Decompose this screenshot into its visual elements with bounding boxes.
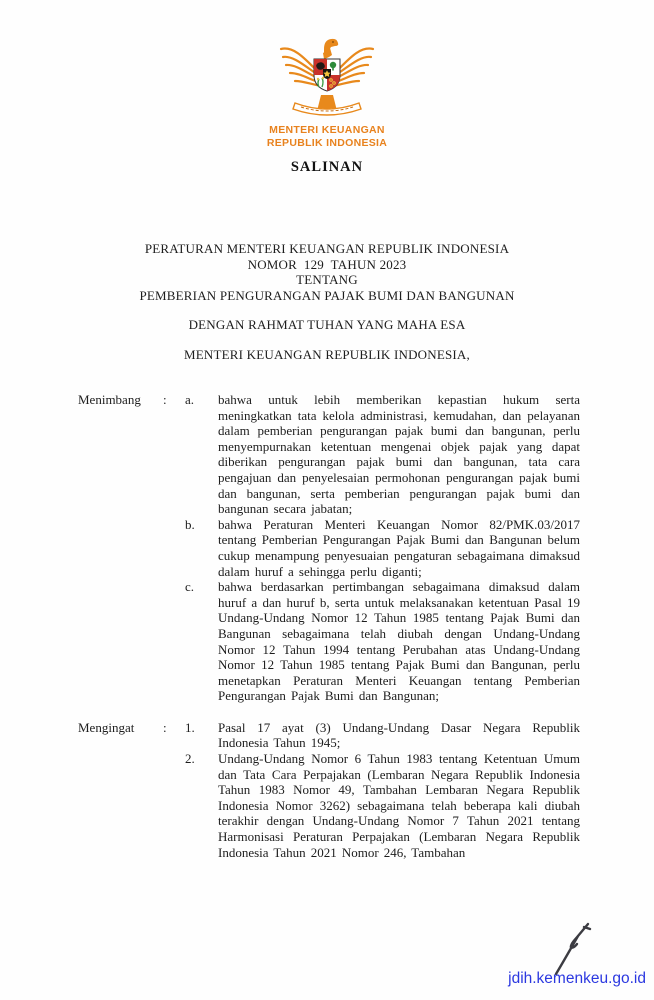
- item-marker: c.: [185, 579, 195, 595]
- garuda-head: [324, 39, 338, 53]
- document-body: [78, 392, 580, 860]
- copy-stamp: SALINAN: [290, 159, 364, 175]
- menimbang-item-c: [185, 579, 580, 704]
- mengingat-item-2: [185, 751, 580, 860]
- menimbang-item-a: [185, 392, 580, 517]
- item-text: bahwa berdasarkan pertimbangan sebagaimana dimaksud dalam huruf a dan huruf b, serta untuk melaksanakan ketentuan Pasal 19 Undang-Undang Nomor 12 Tahun 1985 tentang Pajak Bumi dan Bangunan sebagaimana telah diubah dengan Undang-Undang Nomor 12 Tahun 1994 tentang Perubahan atas Undang-Undang Nomor 12 Tahun 1985 tentang Pajak Bumi dan Bangunan, perlu menetapkan Peraturan Menteri Keuangan tentang Pemberian Pengurangan Pajak Bumi dan Bangunan;: [218, 579, 580, 704]
- menimbang-section: [78, 392, 580, 704]
- item-marker: 2.: [185, 751, 195, 767]
- item-marker: a.: [185, 392, 195, 407]
- item-text: Undang-Undang Nomor 6 Tahun 1983 tentang Ketentuan Umum dan Tata Cara Perpajakan (Lembaran Negara Republik Indonesia Tahun 1983 Nomor 49, Tambahan Lembaran Negara Republik Indonesia Nomor 3262) sebagaimana telah beberapa kali diubah terakhir dengan Undang-Undang Nomor 7 Tahun 2021 tentang Harmonisasi Peraturan Perpajakan (Lembaran Negara Republik Indonesia Tahun 2021 Nomor 246, Tambahan: [218, 751, 580, 860]
- mengingat-label: Mengingat: [78, 719, 135, 735]
- jdih-footer-link[interactable]: jdih.kemenkeu.go.id: [508, 970, 646, 987]
- emblem-container: [0, 33, 654, 121]
- menimbang-items: [185, 392, 580, 704]
- authority-line: MENTERI KEUANGAN REPUBLIK INDONESIA,: [184, 347, 470, 362]
- item-text: bahwa Peraturan Menteri Keuangan Nomor 82/PMK.03/2017 tentang Pemberian Pengurangan Pajak Bumi dan Bangunan belum cukup menampung penyesuaian pengaturan sebagaimana dimaksud dalam huruf a sehingga perlu diganti;: [218, 516, 580, 579]
- title-line-tentang: TENTANG: [296, 272, 358, 287]
- item-marker: 1.: [185, 719, 195, 735]
- ministry-line1: MENTERI KEUANGAN: [269, 124, 385, 136]
- mengingat-colon: :: [163, 719, 167, 735]
- item-marker: b.: [185, 516, 195, 532]
- mengingat-section: [78, 720, 580, 860]
- ministry-name-block: [0, 124, 654, 150]
- item-text: bahwa untuk lebih memberikan kepastian hukum serta meningkatkan tata kelola administrasi, kemudahan, dan pelayanan dalam pemberian pengurangan pajak bumi dan bangunan, perlu menyempurnakan ketentuan mengenai objek pajak yang dapat diberikan pengurangan pajak bumi dan bangunan, tata cara pengajuan dan penyelesaian permohonan pengurangan pajak bumi dan bangunan, serta pemberian pengurangan pajak bumi dan bangunan secara jabatan;: [218, 392, 580, 517]
- invocation-line: DENGAN RAHMAT TUHAN YANG MAHA ESA: [188, 317, 466, 332]
- title-line-number: NOMOR 129 TAHUN 2023: [247, 256, 407, 272]
- ministry-line2: REPUBLIK INDONESIA: [266, 137, 388, 149]
- item-text: Pasal 17 ayat (3) Undang-Undang Dasar Negara Republik Indonesia Tahun 1945;: [218, 719, 580, 751]
- menimbang-item-b: [185, 517, 580, 579]
- mengingat-item-1: [185, 720, 580, 751]
- garuda-pancasila-icon: [277, 33, 377, 121]
- mengingat-items: [185, 720, 580, 860]
- pancasila-shield: [314, 59, 340, 91]
- title-line-subject: PEMBERIAN PENGURANGAN PAJAK BUMI DAN BANGUNAN: [139, 287, 515, 303]
- regulation-title: [0, 241, 654, 303]
- menimbang-colon: :: [163, 392, 167, 407]
- menimbang-label: Menimbang: [78, 392, 141, 407]
- title-line-1: PERATURAN MENTERI KEUANGAN REPUBLIK INDONESIA: [144, 241, 510, 256]
